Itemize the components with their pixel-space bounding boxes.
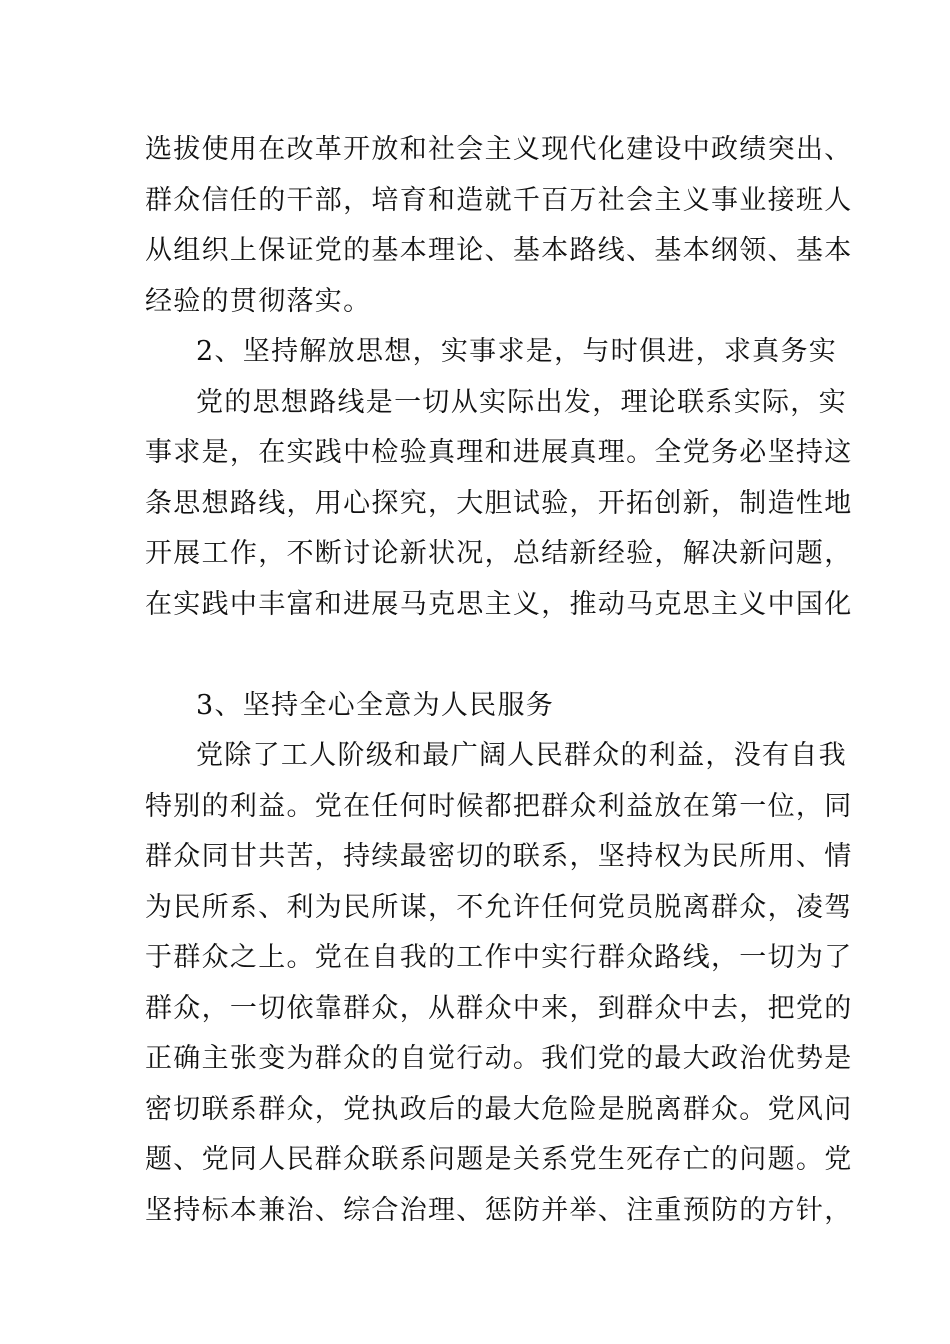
- text-line: 经验的贯彻落实。: [145, 285, 372, 317]
- section-heading-3: 3、坚持全心全意为人民服务: [196, 689, 555, 721]
- paragraph-3: [145, 731, 853, 1236]
- text-line: 党的思想路线是一切从实际出发，理论联系实际，实: [196, 386, 847, 418]
- text-line: 题、党同人民群众联系问题是关系党生死存亡的问题。党: [145, 1144, 853, 1175]
- text-line: 为民所系、利为民所谋，不允许任何党员脱离群众，凌驾: [145, 891, 853, 923]
- text-line: 条思想路线，用心探究，大胆试验，开拓创新，制造性地: [145, 487, 853, 519]
- text-line: 在实践中丰富和进展马克思主义，推动马克思主义中国化: [145, 588, 853, 620]
- text-line: 群众，一切依靠群众，从群众中来，到群众中去，把党的: [145, 992, 853, 1024]
- text-line: 特别的利益。党在任何时候都把群众利益放在第一位，同: [145, 790, 853, 822]
- text-line: 事求是，在实践中检验真理和进展真理。全党务必坚持这: [145, 437, 853, 468]
- text-line: 群众同甘共苦，持续最密切的联系，坚持权为民所用、情: [145, 841, 853, 872]
- text-line: 于群众之上。党在自我的工作中实行群众路线，一切为了: [145, 942, 853, 973]
- text-line: 坚持标本兼治、综合治理、惩防并举、注重预防的方针，: [145, 1194, 853, 1226]
- document-body: [145, 125, 853, 1236]
- text-line: 正确主张变为群众的自觉行动。我们党的最大政治优势是: [145, 1043, 853, 1074]
- section-heading-2: 2、坚持解放思想，实事求是，与时俱进，求真务实: [196, 336, 838, 367]
- text-line: 从组织上保证党的基本理论、基本路线、基本纲领、基本: [145, 235, 853, 266]
- paragraph-1: [145, 125, 853, 327]
- blank-line: [145, 630, 815, 681]
- text-line: 党除了工人阶级和最广阔人民群众的利益，没有自我: [196, 740, 847, 771]
- text-line: 密切联系群众，党执政后的最大危险是脱离群众。党风问: [145, 1093, 853, 1125]
- text-line: 群众信任的干部，培育和造就千百万社会主义事业接班人: [145, 184, 853, 216]
- paragraph-2: [145, 378, 853, 631]
- text-line: 选拔使用在改革开放和社会主义现代化建设中政绩突出、: [145, 134, 853, 165]
- text-line: 开展工作，不断讨论新状况，总结新经验，解决新问题，: [145, 538, 853, 569]
